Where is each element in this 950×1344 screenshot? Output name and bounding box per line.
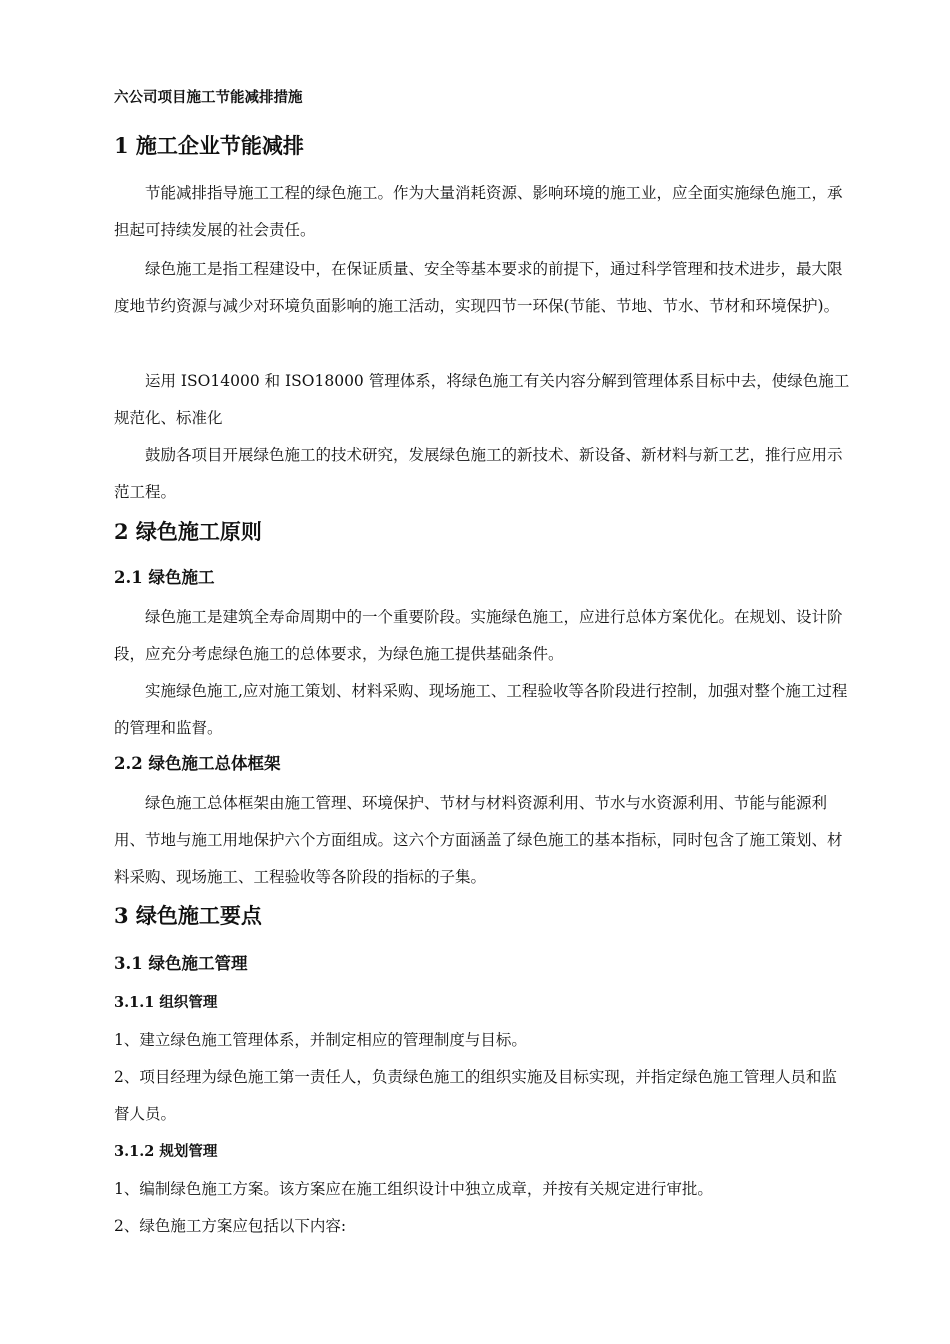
document-title: 六公司项目施工节能减排措施 [114, 89, 303, 106]
section-1-paragraph-2: 绿色施工是指工程建设中，在保证质量、安全等基本要求的前提下，通过科学管理和技术进步，最大限度地节约资源与减少对环境负面影响的施工活动，实现四节一环保(节能、节地、节水、节材和环境保护)。 [114, 260, 843, 315]
section-3-1-1-heading: 3.1.1 组织管理 [114, 994, 218, 1011]
list-item: 1、建立绿色施工管理体系，并制定相应的管理制度与目标。 [114, 1031, 527, 1049]
section-1-paragraph-3: 运用 ISO14000 和 ISO18000 管理体系，将绿色施工有关内容分解到管理体系目标中去，使绿色施工规范化、标准化 [114, 372, 850, 427]
list-item: 1、编制绿色施工方案。该方案应在施工组织设计中独立成章，并按有关规定进行审批。 [114, 1180, 713, 1198]
section-2-2-heading: 2.2 绿色施工总体框架 [114, 754, 281, 773]
list-item: 2、项目经理为绿色施工第一责任人，负责绿色施工的组织实施及目标实现，并指定绿色施工管理人员和监督人员。 [114, 1068, 837, 1123]
section-1-heading: 1 施工企业节能减排 [114, 133, 304, 158]
section-3-heading: 3 绿色施工要点 [114, 903, 262, 928]
section-3-1-heading: 3.1 绿色施工管理 [114, 954, 248, 973]
section-2-1-heading: 2.1 绿色施工 [114, 568, 215, 587]
section-2-2-paragraph-1: 绿色施工总体框架由施工管理、环境保护、节材与材料资源利用、节水与水资源利用、节能与能源利用、节地与施工用地保护六个方面组成。这六个方面涵盖了绿色施工的基本指标，同时包含了施工策划、材料采购、现场施工、工程验收等各阶段的指标的子集。 [114, 794, 843, 886]
section-2-1-paragraph-1: 绿色施工是建筑全寿命周期中的一个重要阶段。实施绿色施工，应进行总体方案优化。在规划、设计阶段，应充分考虑绿色施工的总体要求，为绿色施工提供基础条件。 [114, 608, 843, 663]
section-2-1-paragraph-2: 实施绿色施工,应对施工策划、材料采购、现场施工、工程验收等各阶段进行控制，加强对整个施工过程的管理和监督。 [114, 682, 848, 737]
section-1-paragraph-4: 鼓励各项目开展绿色施工的技术研究，发展绿色施工的新技术、新设备、新材料与新工艺，推行应用示范工程。 [114, 446, 843, 501]
section-2-heading: 2 绿色施工原则 [114, 519, 262, 544]
list-item: 2、绿色施工方案应包括以下内容: [114, 1217, 347, 1235]
section-3-1-2-heading: 3.1.2 规划管理 [114, 1143, 218, 1160]
section-1-paragraph-1: 节能减排指导施工工程的绿色施工。作为大量消耗资源、影响环境的施工业，应全面实施绿色施工，承担起可持续发展的社会责任。 [114, 184, 843, 239]
